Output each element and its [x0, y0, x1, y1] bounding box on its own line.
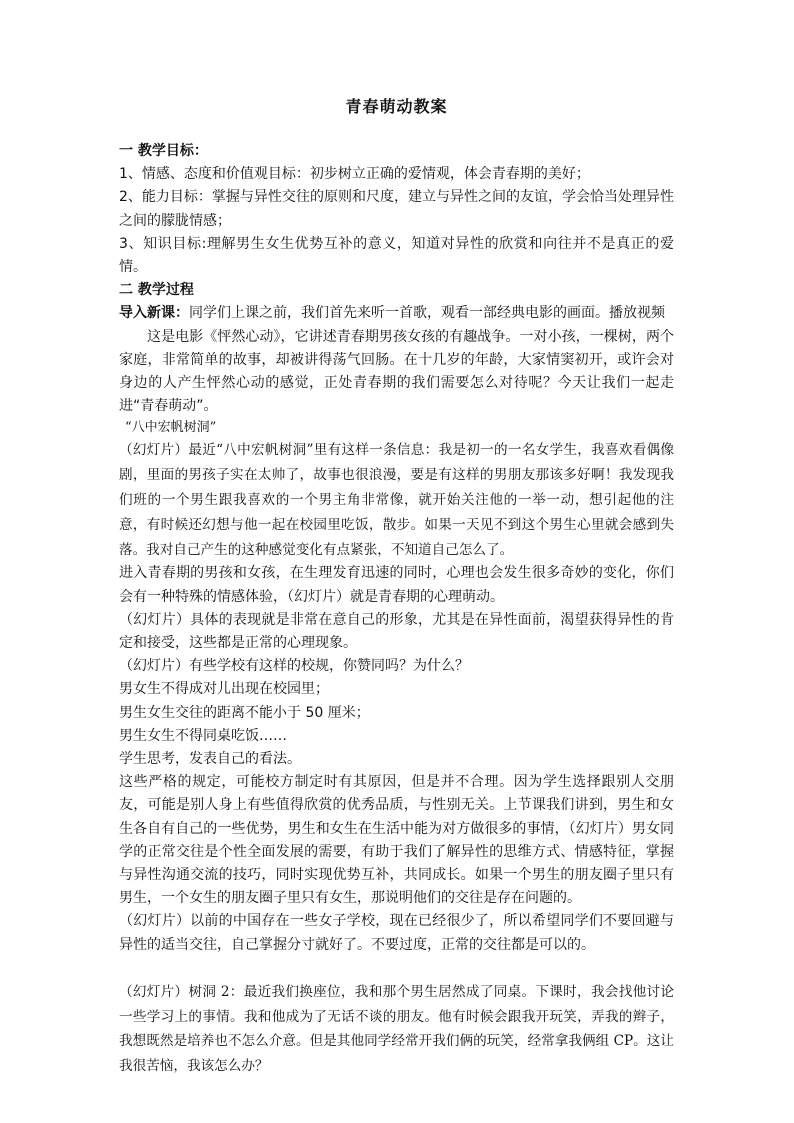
quote-label: “八中宏帆树洞” [125, 420, 217, 436]
body-paragraph: 男女生不得成对儿出现在校园里； [119, 681, 329, 698]
section-heading-goals: 一 教学目标： [119, 143, 208, 159]
goal-item: 2、能力目标：掌握与异性交往的原则和尺度，建立与异性之间的友谊，学会恰当处理异性之间的朦胧情感； [119, 189, 674, 229]
body-paragraph: （幻灯片）以前的中国存在一些女子学校，现在已经很少了，所以希望同学们不要回避与异性的适当交往，自己掌握分寸就好了。不要过度，正常的交往都是可以的。 [119, 913, 674, 953]
page-title: 青春萌动教案 [345, 97, 448, 116]
story-paragraph-1: （幻灯片）最近“八中宏帆树洞”里有这样一条信息：我是初一的一名女学生，我喜欢看偶像剧，里面的男孩子实在太帅了，故事也很浪漫，要是有这样的男朋友那该多好啊！我发现我们班的一个男生跟我喜欢的一个男主角非常像，就开始关注他的一举一动，想引起他的注意，有时候还幻想与他一起在校园里吃饭，散步。如果一天见不到这个男生心里就会感到失落。我对自己产生的这种感觉变化有点紧张，不知道自己怎么了。 [119, 442, 674, 558]
document-body [119, 140, 674, 1079]
body-paragraph: 学生思考，发表自己的看法。 [119, 751, 301, 768]
goal-item: 1、情感、态度和价值观目标：初步树立正确的爱情观，体会青春期的美好； [119, 166, 590, 183]
section-heading-process: 二 教学过程 [119, 282, 194, 299]
body-paragraph: （幻灯片）有些学校有这样的校规，你赞同吗？为什么？ [119, 658, 469, 675]
movie-paragraph: 这是电影《怦然心动》，它讲述青春期男孩女孩的有趣战争。一对小孩，一棵树，两个家庭，非常简单的故事，却被讲得荡气回肠。在十几岁的年龄，大家情窦初开，或许会对身边的人产生怦然心动的感觉，正处青春期的我们需要怎么对待呢？今天让我们一起走进“青春萌动”。 [119, 328, 674, 415]
paragraph-gap [119, 957, 674, 980]
goal-item: 3、知识目标:理解男生女生优势互补的意义，知道对异性的欣赏和向往并不是真正的爱情。 [119, 235, 674, 276]
body-paragraph: （幻灯片）具体的表现就是非常在意自己的形象，尤其是在异性面前，渴望获得异性的肯定和接受，这些都是正常的心理现象。 [119, 611, 674, 652]
body-paragraph: 这些严格的规定，可能校方制定时有其原因，但是并不合理。因为学生选择跟别人交朋友，可能是别人身上有些值得欣赏的优秀品质，与性别无关。上节课我们讲到，男生和女生各自有自己的一些优势，男生和女生在生活中能为对方做很多的事情，（幻灯片）男女同学的正常交往是个性全面发展的需要，有助于我们了解异性的思维方式、情感特征，掌握与异性沟通交流的技巧，同时实现优势互补，共同成长。如果一个男生的朋友圈子里只有男生，一个女生的朋友圈子里只有女生，那说明他们的交往是存在问题的。 [119, 774, 674, 907]
body-paragraph: 男生女生不得同桌吃饭…… [119, 727, 287, 744]
intro-paragraph [119, 302, 674, 325]
intro-label: 导入新课： [119, 305, 189, 322]
story-paragraph-2: （幻灯片）树洞 2：最近我们换座位，我和那个男生居然成了同桌。下课时，我会找他讨论一些学习上的事情。我和他成为了无话不谈的朋友。他有时候会跟我开玩笑，弄我的辫子，我想既然是培养也不怎么介意。但是其他同学经常开我们俩的玩笑，经常拿我俩组 CP。这让我很苦恼，我该怎么办？ [119, 983, 674, 1075]
body-paragraph: 进入青春期的男孩和女孩，在生理发育迅速的同时，心理也会发生很多奇妙的变化，你们会有一种特殊的情感体验，（幻灯片）就是青春期的心理萌动。 [119, 565, 674, 605]
body-paragraph: 男生女生交往的距离不能小于 50 厘米； [119, 704, 370, 721]
intro-text: 同学们上课之前，我们首先来听一首歌，观看一部经典电影的画面。播放视频 [189, 305, 665, 322]
